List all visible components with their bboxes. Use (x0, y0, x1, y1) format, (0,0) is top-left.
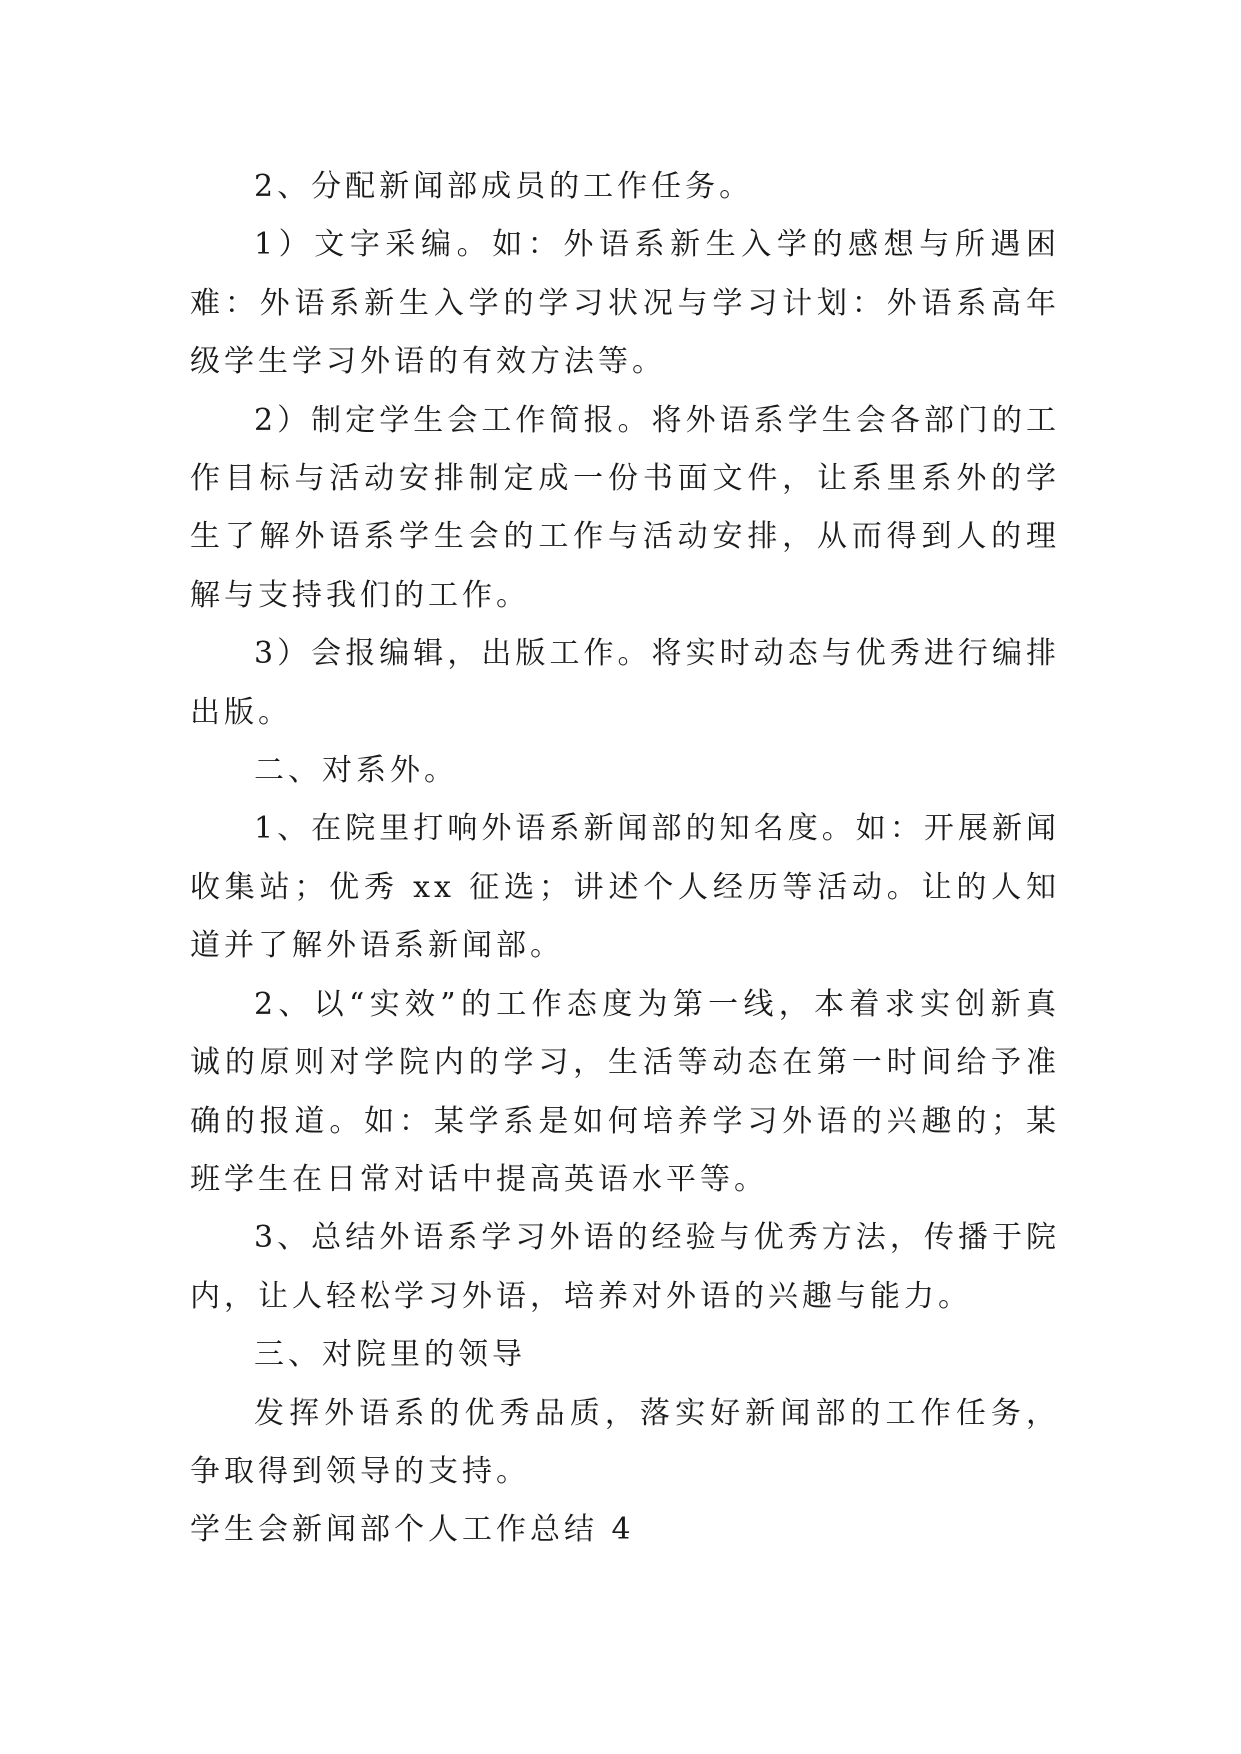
paragraph: 2、分配新闻部成员的工作任务。 (254, 169, 754, 204)
paragraph: 1）文字采编。如：外语系新生入学的感想与所遇困难：外语系新生入学的学习状况与学习计划：外语系高年级学生学习外语的有效方法等。 (190, 227, 1060, 380)
paragraph: 3）会报编辑，出版工作。将实时动态与优秀进行编排出版。 (190, 636, 1060, 730)
paragraph: 2、以“实效”的工作态度为第一线，本着求实创新真诚的原则对学院内的学习，生活等动态在第一时间给予准确的报道。如：某学系是如何培养学习外语的兴趣的；某班学生在日常对话中提高英语水平等。 (190, 986, 1060, 1197)
paragraph: 二、对系外。 (254, 753, 458, 789)
section-heading: 学生会新闻部个人工作总结 4 (190, 1512, 635, 1548)
paragraph: 发挥外语系的优秀品质，落实好新闻部的工作任务，争取得到领导的支持。 (190, 1395, 1060, 1489)
paragraph: 1、在院里打响外语系新闻部的知名度。如：开展新闻收集站；优秀 xx 征选；讲述个人经历等活动。让的人知道并了解外语系新闻部。 (190, 811, 1060, 964)
paragraph: 三、对院里的领导 (254, 1337, 526, 1373)
paragraph: 2）制定学生会工作简报。将外语系学生会各部门的工作目标与活动安排制定成一份书面文件，让系里系外的学生了解外语系学生会的工作与活动安排，从而得到人的理解与支持我们的工作。 (190, 402, 1060, 613)
document-body (190, 158, 1060, 1560)
paragraph: 3、总结外语系学习外语的经验与优秀方法，传播于院内，让人轻松学习外语，培养对外语的兴趣与能力。 (190, 1220, 1060, 1314)
